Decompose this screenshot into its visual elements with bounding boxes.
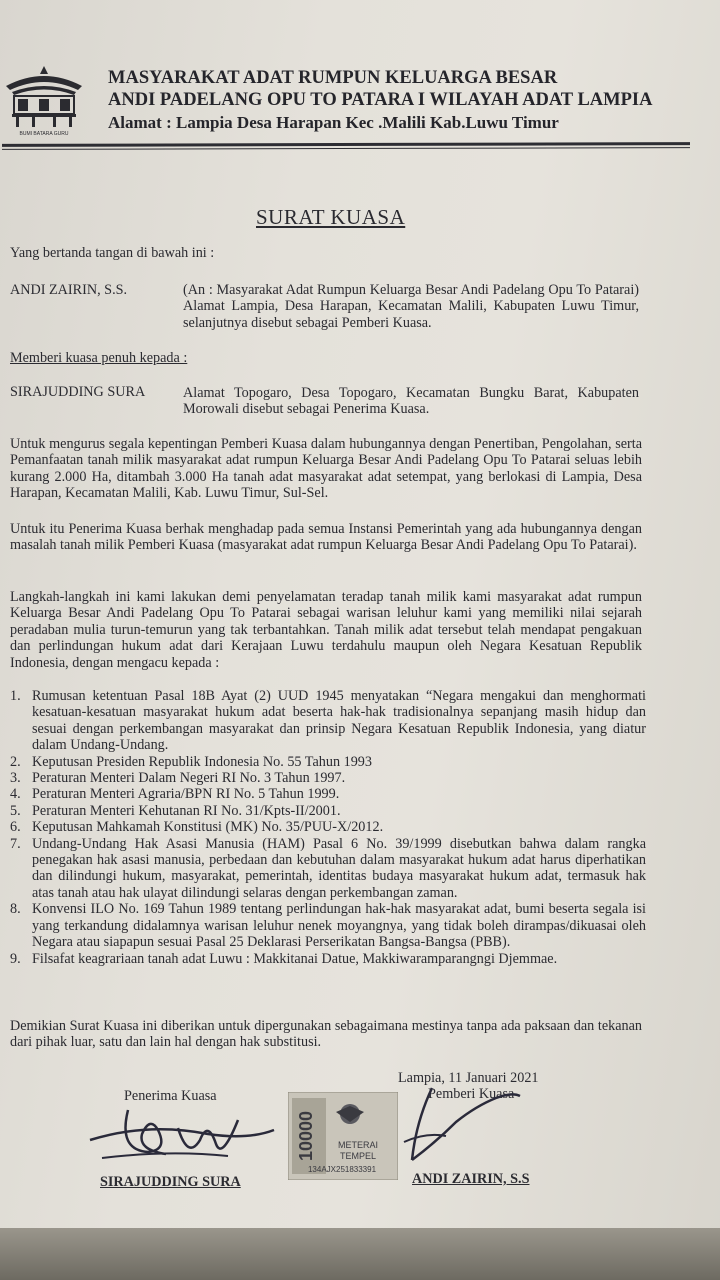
paragraph-2: Untuk itu Penerima Kuasa berhak menghadap pada semua Instansi Pemerintah yang ada hubungannya dengan masalah tanah milik Pemberi Kuasa (masyarakat adat rumpun Keluarga Besar Andi Padelang Opu To Patarai). [10, 521, 642, 554]
reference-list [10, 688, 646, 967]
grantee-label: Penerima Kuasa [124, 1088, 217, 1104]
header-address: Alamat : Lampia Desa Harapan Kec .Malili Kab.Luwu Timur [108, 113, 559, 132]
grantee-name: SIRAJUDDING SURA [10, 384, 146, 400]
grantor-label: Pemberi Kuasa [428, 1086, 515, 1102]
page-bottom-shadow [0, 1228, 720, 1280]
grantee-description: Alamat Topogaro, Desa Topogaro, Kecamatan Bungku Barat, Kabupaten Morowali disebut sebagai Penerima Kuasa. [183, 385, 639, 418]
place-date: Lampia, 11 Januari 2021 [398, 1070, 539, 1086]
traditional-house-emblem-icon [2, 64, 86, 138]
header-rule-thick [2, 142, 690, 147]
closing-statement: Demikian Surat Kuasa ini diberikan untuk dipergunakan sebagaimana mestinya tanpa ada paksaan dan tekanan dari pihak luar, satu dan lain hal dengan hak substitusi. [10, 1018, 642, 1051]
list-item: 7. Undang-Undang Hak Asasi Manusia (HAM) Pasal 6 No. 39/1999 disebutkan bahwa dalam rangka penegakan hak asasi manusia, perbedaan dan kebutuhan dalam masyarakat hukum adat harus diperhatikan dan dilindungi hukum, masyarakat, pemerintah, identitas budaya masyarakat hukum adat, termasuk hak atas tanah atau hak ulayat dilindungi selaras dengan perkembangan zaman. [10, 835, 646, 901]
list-item: 9. Filsafat keagrariaan tanah adat Luwu : Makkitanai Datue, Makkiwaramparangngi Djemmae. [10, 950, 558, 967]
list-item: 1. Rumusan ketentuan Pasal 18B Ayat (2) UUD 1945 menyatakan “Negara mengakui dan menghormati kesatuan-kesatuan masyarakat hukum adat beserta hak-hak tradisionalnya sepanjang masih hidup dan sesuai dengan perkembangan masyarakat dan prinsip Negara Kesatuan Republik Indonesia, yang diatur dalam Undang-Undang. [10, 688, 646, 754]
grantee-name-signature: SIRAJUDDING SURA [100, 1174, 241, 1190]
grantee-signature [88, 1100, 278, 1170]
paragraph-3: Langkah-langkah ini kami lakukan demi penyelamatan teradap tanah milik kami masyarakat adat rumpun Keluarga Besar Andi Padelang Opu To Patarai sebagai warisan leluhur kami yang memiliki nilai sejarah peradaban mulia turun-temurun yang tak terbantahkan. Tanah milik adat tersebut telah mendapat pengakuan dan perlindungan hukum adat dari Kerajaan Luwu terdahulu maupun oleh Negara Kesatuan Republik Indonesia, dengan mengacu kepada : [10, 589, 642, 671]
grantor-description: (An : Masyarakat Adat Rumpun Keluarga Besar Andi Padelang Opu To Patarai) Alamat Lampia, Desa Harapan, Kecamatan Malili, Kabupaten Luwu Timur, selanjutnya disebut sebagai Pemberi Kuasa. [183, 282, 639, 331]
stamp-serial: 134AJX251833391 [307, 1165, 377, 1174]
list-item: 5. Peraturan Menteri Kehutanan RI No. 31/Kpts-II/2001. [10, 802, 341, 819]
list-item: 6. Keputusan Mahkamah Konstitusi (MK) No. 35/PUU-X/2012. [10, 819, 384, 836]
stamp-label-1: METERAI [337, 1140, 379, 1150]
grant-heading: Memberi kuasa penuh kepada : [10, 350, 188, 366]
list-item: 3. Peraturan Menteri Dalam Negeri RI No. 3 Tahun 1997. [10, 770, 346, 787]
logo-caption: BUMI BATARA GURU [19, 131, 69, 137]
grantor-name-signature: ANDI ZAIRIN, S.S [412, 1171, 530, 1187]
list-item: 8. Konvensi ILO No. 169 Tahun 1989 tentang perlindungan hak-hak masyarakat adat, bumi beserta segala isi yang terkandung didalamnya warisan leluhur nenek moyangnya, yang tidak boleh dirampas/dikuasai oleh Negara atau siapapun sesuai Pasal 25 Deklarasi Perserikatan Bangsa-Bangsa (PBB). [10, 901, 646, 951]
paragraph-1: Untuk mengurus segala kepentingan Pemberi Kuasa dalam hubungannya dengan Penertiban, Pengolahan, serta Pemanfaatan tanah milik masyarakat adat rumpun Keluarga Besar Andi Padelang Opu To Patarai seluas lebih kurang 2.000 Ha, ditambah 3.000 Ha tanah adat masyarakat adat setempat, yang berlokasi di Lampia, Desa Harapan, Kecamatan Malili, Kab. Luwu Timur, Sul-Sel. [10, 436, 642, 502]
stamp-value: 10000 [296, 1110, 316, 1162]
document-title: SURAT KUASA [256, 205, 406, 229]
list-item: 2. Keputusan Presiden Republik Indonesia No. 55 Tahun 1993 [10, 753, 372, 770]
list-item: 4. Peraturan Menteri Agraria/BPN RI No. 5 Tahun 1999. [10, 786, 340, 803]
header-line-1: MASYARAKAT ADAT RUMPUN KELUARGA BESAR [108, 68, 558, 88]
duty-stamp [288, 1092, 398, 1180]
header-rule-thin [2, 147, 690, 150]
intro-text: Yang bertanda tangan di bawah ini : [10, 245, 215, 261]
stamp-label-2: TEMPEL [339, 1151, 377, 1161]
header-line-2: ANDI PADELANG OPU TO PATARA I WILAYAH ADAT LAMPIA [108, 90, 653, 110]
grantor-name: ANDI ZAIRIN, S.S. [10, 282, 128, 298]
grantor-signature [396, 1082, 526, 1164]
